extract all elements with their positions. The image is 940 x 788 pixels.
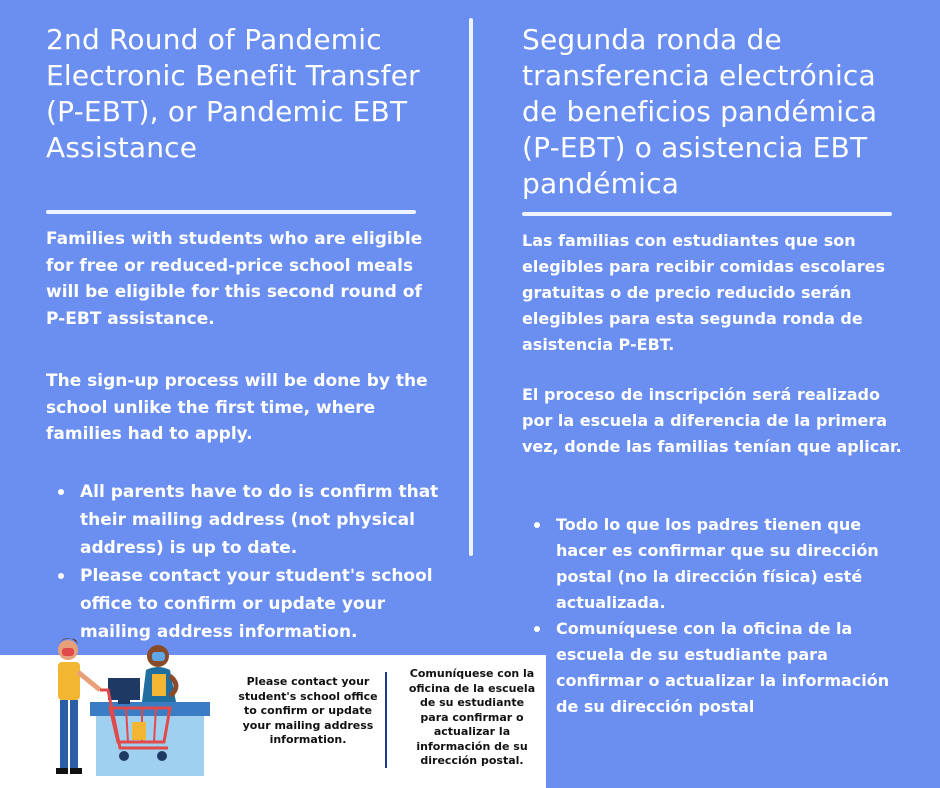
bullet-dot-icon <box>58 489 64 495</box>
spanish-bullet-list <box>522 512 902 720</box>
spanish-title-underline <box>522 212 892 216</box>
spanish-bullet-text: Comuníquese con la oficina de la escuela de su estudiante para confirmar o actualizar la información de su dirección postal <box>556 619 890 716</box>
bullet-dot-icon <box>534 626 540 632</box>
english-bullet-item <box>46 478 446 562</box>
spanish-bullet-text: Todo lo que los padres tienen que hacer es confirmar que su dirección postal (no la dirección física) esté actualizada. <box>556 515 879 612</box>
column-divider <box>469 18 473 556</box>
english-paragraph-eligibility: Families with students who are eligible for free or reduced-price school meals will be eligible for this second round of P-EBT assistance. <box>46 229 423 329</box>
spanish-bullet-item <box>522 512 902 616</box>
bullet-dot-icon <box>58 573 64 579</box>
spanish-paragraph-eligibility: Las familias con estudiantes que son elegibles para recibir comidas escolares gratuitas o de precio reducido serán elegibles para esta segunda ronda de asistencia P-EBT. <box>522 231 885 354</box>
grocery-checkout-illustration-icon <box>30 630 240 788</box>
english-paragraph-signup: The sign-up process will be done by the school unlike the first time, where families had to apply. <box>46 371 428 444</box>
spanish-title: Segunda ronda de transferencia electrónica de beneficios pandémica (P-EBT) o asistencia EBT pandémica <box>522 23 878 200</box>
english-bullet-text: All parents have to do is confirm that their mailing address (not physical address) is up to date. <box>80 482 439 558</box>
bullet-dot-icon <box>534 522 540 528</box>
footer-note-spanish: Comuníquese con la oficina de la escuela de su estudiante para confirmar o actualizar la información de su dirección postal. <box>408 667 536 767</box>
english-title-underline <box>46 210 416 214</box>
english-title: 2nd Round of Pandemic Electronic Benefit Transfer (P-EBT), or Pandemic EBT Assistance <box>46 23 420 164</box>
spanish-paragraph-signup: El proceso de inscripción será realizado por la escuela a diferencia de la primera vez, donde las familias tenían que aplicar. <box>522 385 902 456</box>
footer-note-divider <box>385 672 387 768</box>
footer-note-english: Please contact your student's school office to confirm or update your mailing address information. <box>238 675 378 746</box>
english-bullet-text: Please contact your student's school office to confirm or update your mailing address information. <box>80 566 433 642</box>
spanish-bullet-item <box>522 616 902 720</box>
english-bullet-list <box>46 478 446 646</box>
